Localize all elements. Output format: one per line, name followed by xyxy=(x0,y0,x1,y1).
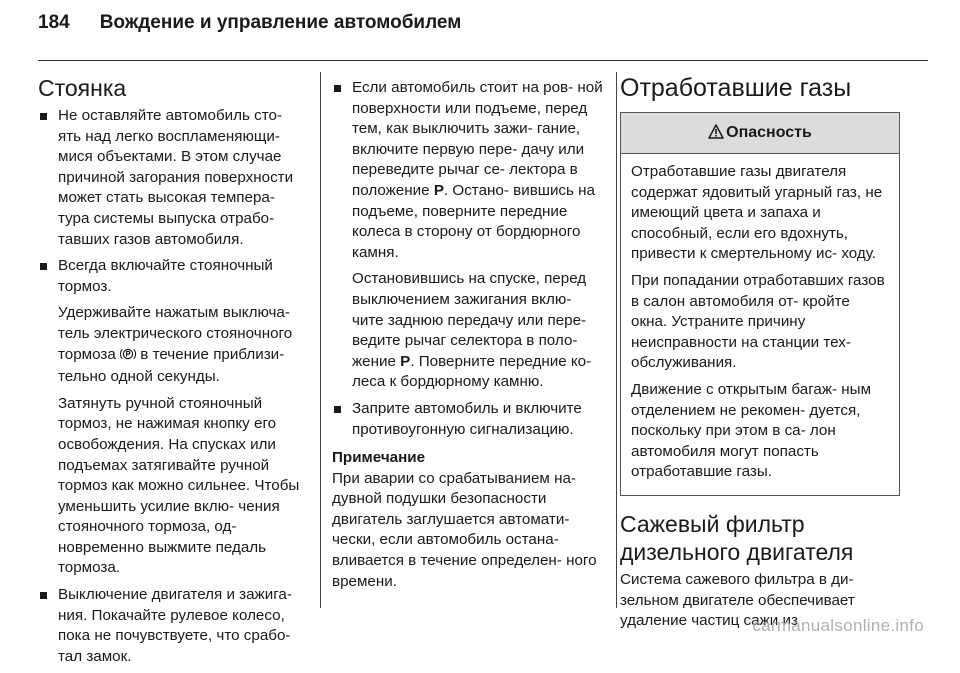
warning-paragraph: Движение с открытым багаж- ным отделением не рекомен- дуется, поскольку при этом в са- лон автомобиля могут попасть отработавшие газы. xyxy=(631,380,872,481)
list-item xyxy=(38,106,308,250)
list-item-text: Если автомобиль стоит на ров- ной поверхности или подъеме, перед тем, как выключить зажи- гание, включите первую пере- дачу или переведите рычаг се- лектора в положение xyxy=(352,79,603,199)
list-item xyxy=(332,399,604,440)
page-header xyxy=(38,12,461,34)
paragraph xyxy=(38,394,308,579)
paragraph-text: Затянуть ручной стояночный тормоз, не нажимая кнопку его освобождения. На спусках или подъемах затягивайте ручной тормоз как можно сильнее. Чтобы уменьшить усилие вклю- чения стояночного тормоза, од- новременно выжмите педаль тормоза. xyxy=(58,394,300,577)
list-item-text: Не оставляйте автомобиль сто- ять над легко воспламеняющи- мися объектами. В этом случае причиной загорания поверхности может стать высокая темпера- тура системы выпуска отрабо- тавших газов автомобиля. xyxy=(58,107,294,248)
paragraph-text: Остановившись на спуске, перед выключением зажигания вклю- чите заднюю передачу или пере- ведите рычаг селектора в поло- жение xyxy=(352,270,587,370)
section-heading-exhaust: Отработавшие газы xyxy=(620,74,852,102)
list-item xyxy=(38,256,308,297)
page-number: 184 xyxy=(38,12,70,33)
column-3 xyxy=(620,74,900,632)
list-item-text: Выключение двигателя и зажига- ния. Покачайте рулевое колесо, пока не почувствуете, что срабо- тал замок. xyxy=(58,586,292,665)
parking-brake-icon xyxy=(120,347,136,368)
watermark: carmanualsonline.info xyxy=(752,616,924,635)
list-item xyxy=(332,78,604,263)
column-2 xyxy=(332,78,604,592)
warning-box xyxy=(620,112,900,496)
bullet-icon xyxy=(40,263,47,270)
warning-paragraph: При попадании отработавших газов в салон автомобиля от- кройте окна. Устраните причину неисправности на станции тех- обслуживания. xyxy=(631,271,885,372)
bullet-icon xyxy=(334,406,341,413)
warning-triangle-icon xyxy=(708,124,724,139)
section-heading-dpf-line2: дизельного двигателя xyxy=(620,538,854,565)
section-heading-parking: Стоянка xyxy=(38,75,127,101)
bullet-icon xyxy=(40,113,47,120)
section-heading-dpf-line1: Сажевый фильтр xyxy=(620,510,805,537)
list-item-text: Заприте автомобиль и включите противоугонную сигнализацию. xyxy=(352,399,582,438)
gear-position-label: P xyxy=(433,181,444,199)
list-item xyxy=(38,585,308,667)
column-1 xyxy=(38,74,308,673)
paragraph-text: Удерживайте нажатым выключа- тель электрического стояночного тормоза xyxy=(58,304,293,363)
bullet-icon xyxy=(40,592,47,599)
paragraph-text: в течение приблизи- тельно одной секунды. xyxy=(58,345,285,386)
paragraph xyxy=(38,303,308,387)
paragraph xyxy=(332,269,604,393)
warning-paragraph: Отработавшие газы двигателя содержат ядовитый угарный газ, не имеющий цвета и запаха и способный, если его вдохнуть, привести к смертельному ис- ходу. xyxy=(631,163,883,263)
paragraph-text: . Поверните передние ко- леса к бордюрному камню. xyxy=(352,352,592,391)
list-item-text: Всегда включайте стояночный тормоз. xyxy=(58,257,273,295)
note-title: Примечание xyxy=(332,449,426,467)
bullet-icon xyxy=(334,85,341,92)
note-text: При аварии со срабатыванием на- дувной подушки безопасности двигатель заглушается автомати- чески, если автомобиль остана- вливается в течение определен- ного времени. xyxy=(332,469,597,590)
list-item-text: . Остано- вившись на подъеме, поверните передние колеса в сторону от бордюрного камня. xyxy=(352,181,595,261)
warning-header xyxy=(621,113,899,154)
paragraph: Система сажевого фильтра в ди- зельном двигателе обеспечивает удаление частиц сажи из xyxy=(620,570,855,630)
warning-label: Опасность xyxy=(726,124,812,141)
header-rule xyxy=(38,60,928,61)
column-divider xyxy=(320,72,321,608)
page-title: Вождение и управление автомобилем xyxy=(99,12,462,33)
warning-body xyxy=(621,154,899,495)
gear-position-label: P xyxy=(400,352,411,370)
column-divider xyxy=(616,72,617,608)
